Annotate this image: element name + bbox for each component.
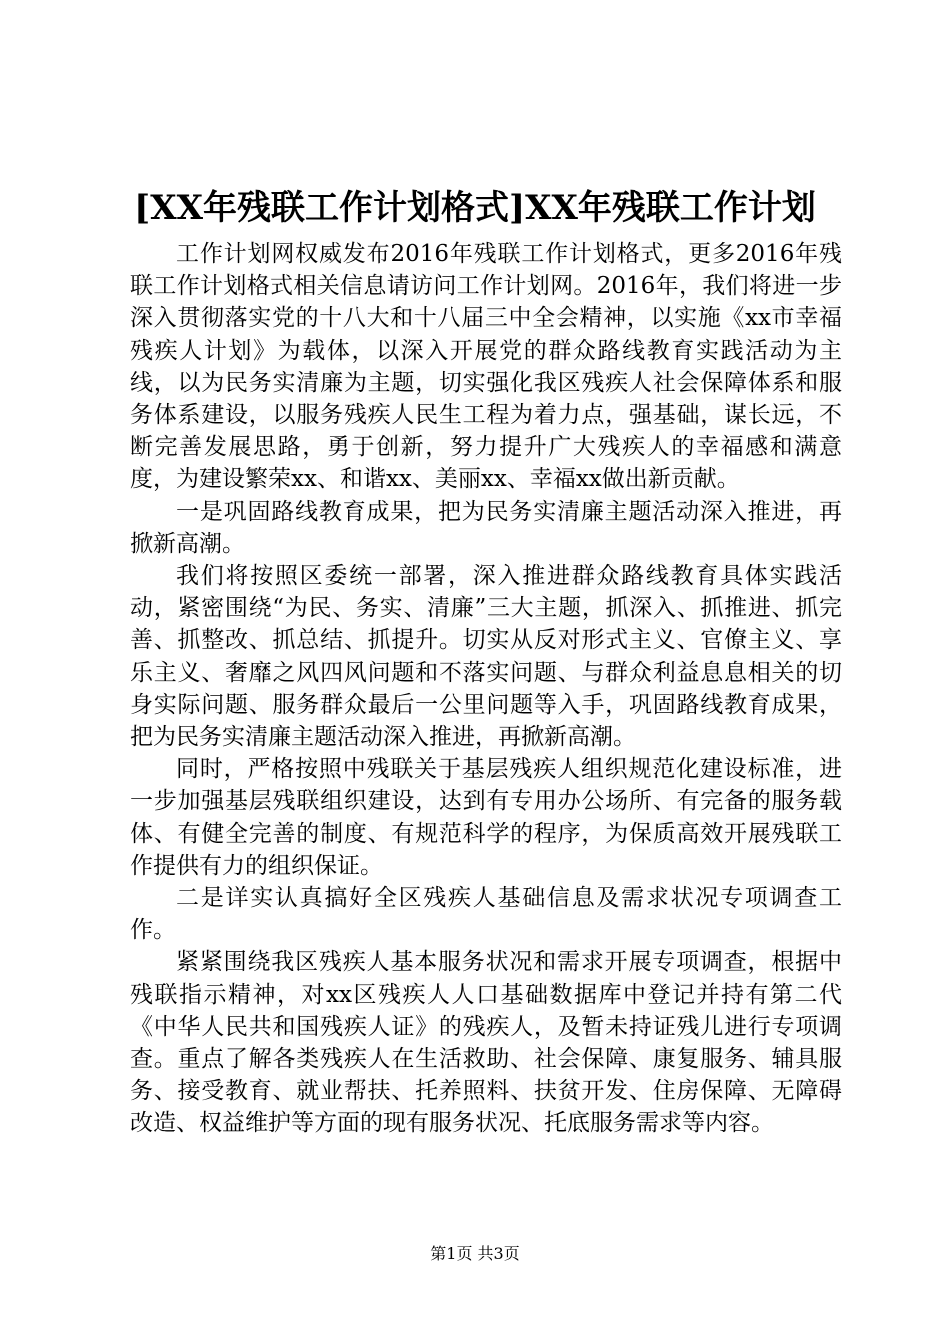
paragraph-point-one-organization: 同时，严格按照中残联关于基层残疾人组织规范化建设标准，进一步加强基层残联组织建设，达到有专用办公场所、有完备的服务载体、有健全完善的制度、有规范科学的程序，为保质高效开展残联工作提供有力的组织保证。	[130, 756, 842, 879]
paragraph-intro: 工作计划网权威发布2016年残联工作计划格式，更多2016年残联工作计划格式相关信息请访问工作计划网。2016年，我们将进一步深入贯彻落实党的十八大和十八届三中全会精神，以实施《xx市幸福残疾人计划》为载体，以深入开展党的群众路线教育实践活动为主线，以为民务实清廉为主题，切实强化我区残疾人社会保障体系和服务体系建设，以服务残疾人民生工程为着力点，强基础，谋长远，不断完善发展思路，勇于创新，努力提升广大残疾人的幸福感和满意度，为建设繁荣xx、和谐xx、美丽xx、幸福xx做出新贡献。	[130, 241, 842, 493]
page-footer: 第1页 共3页	[430, 1244, 520, 1263]
paragraph-point-one-heading: 一是巩固路线教育成果，把为民务实清廉主题活动深入推进，再掀新高潮。	[130, 498, 842, 557]
paragraph-point-two-heading: 二是详实认真搞好全区残疾人基础信息及需求状况专项调查工作。	[130, 885, 842, 944]
paragraph-point-one-detail: 我们将按照区委统一部署，深入推进群众路线教育具体实践活动，紧密围绕“为民、务实、清廉”三大主题，抓深入、抓推进、抓完善、抓整改、抓总结、抓提升。切实从反对形式主义、官僚主义、享乐主义、奢靡之风四风问题和不落实问题、与群众利益息息相关的切身实际问题、服务群众最后一公里问题等入手，巩固路线教育成果，把为民务实清廉主题活动深入推进，再掀新高潮。	[130, 563, 842, 751]
paragraph-point-two-detail: 紧紧围绕我区残疾人基本服务状况和需求开展专项调查，根据中残联指示精神，对xx区残疾人人口基础数据库中登记并持有第二代《中华人民共和国残疾人证》的残疾人，及暂未持证残儿进行专项调查。重点了解各类残疾人在生活救助、社会保障、康复服务、辅具服务、接受教育、就业帮扶、托养照料、扶贫开发、住房保障、无障碍改造、权益维护等方面的现有服务状况、托底服务需求等内容。	[130, 949, 842, 1137]
document-title: [XX年残联工作计划格式]XX年残联工作计划	[134, 188, 816, 228]
document-body	[130, 238, 842, 1140]
